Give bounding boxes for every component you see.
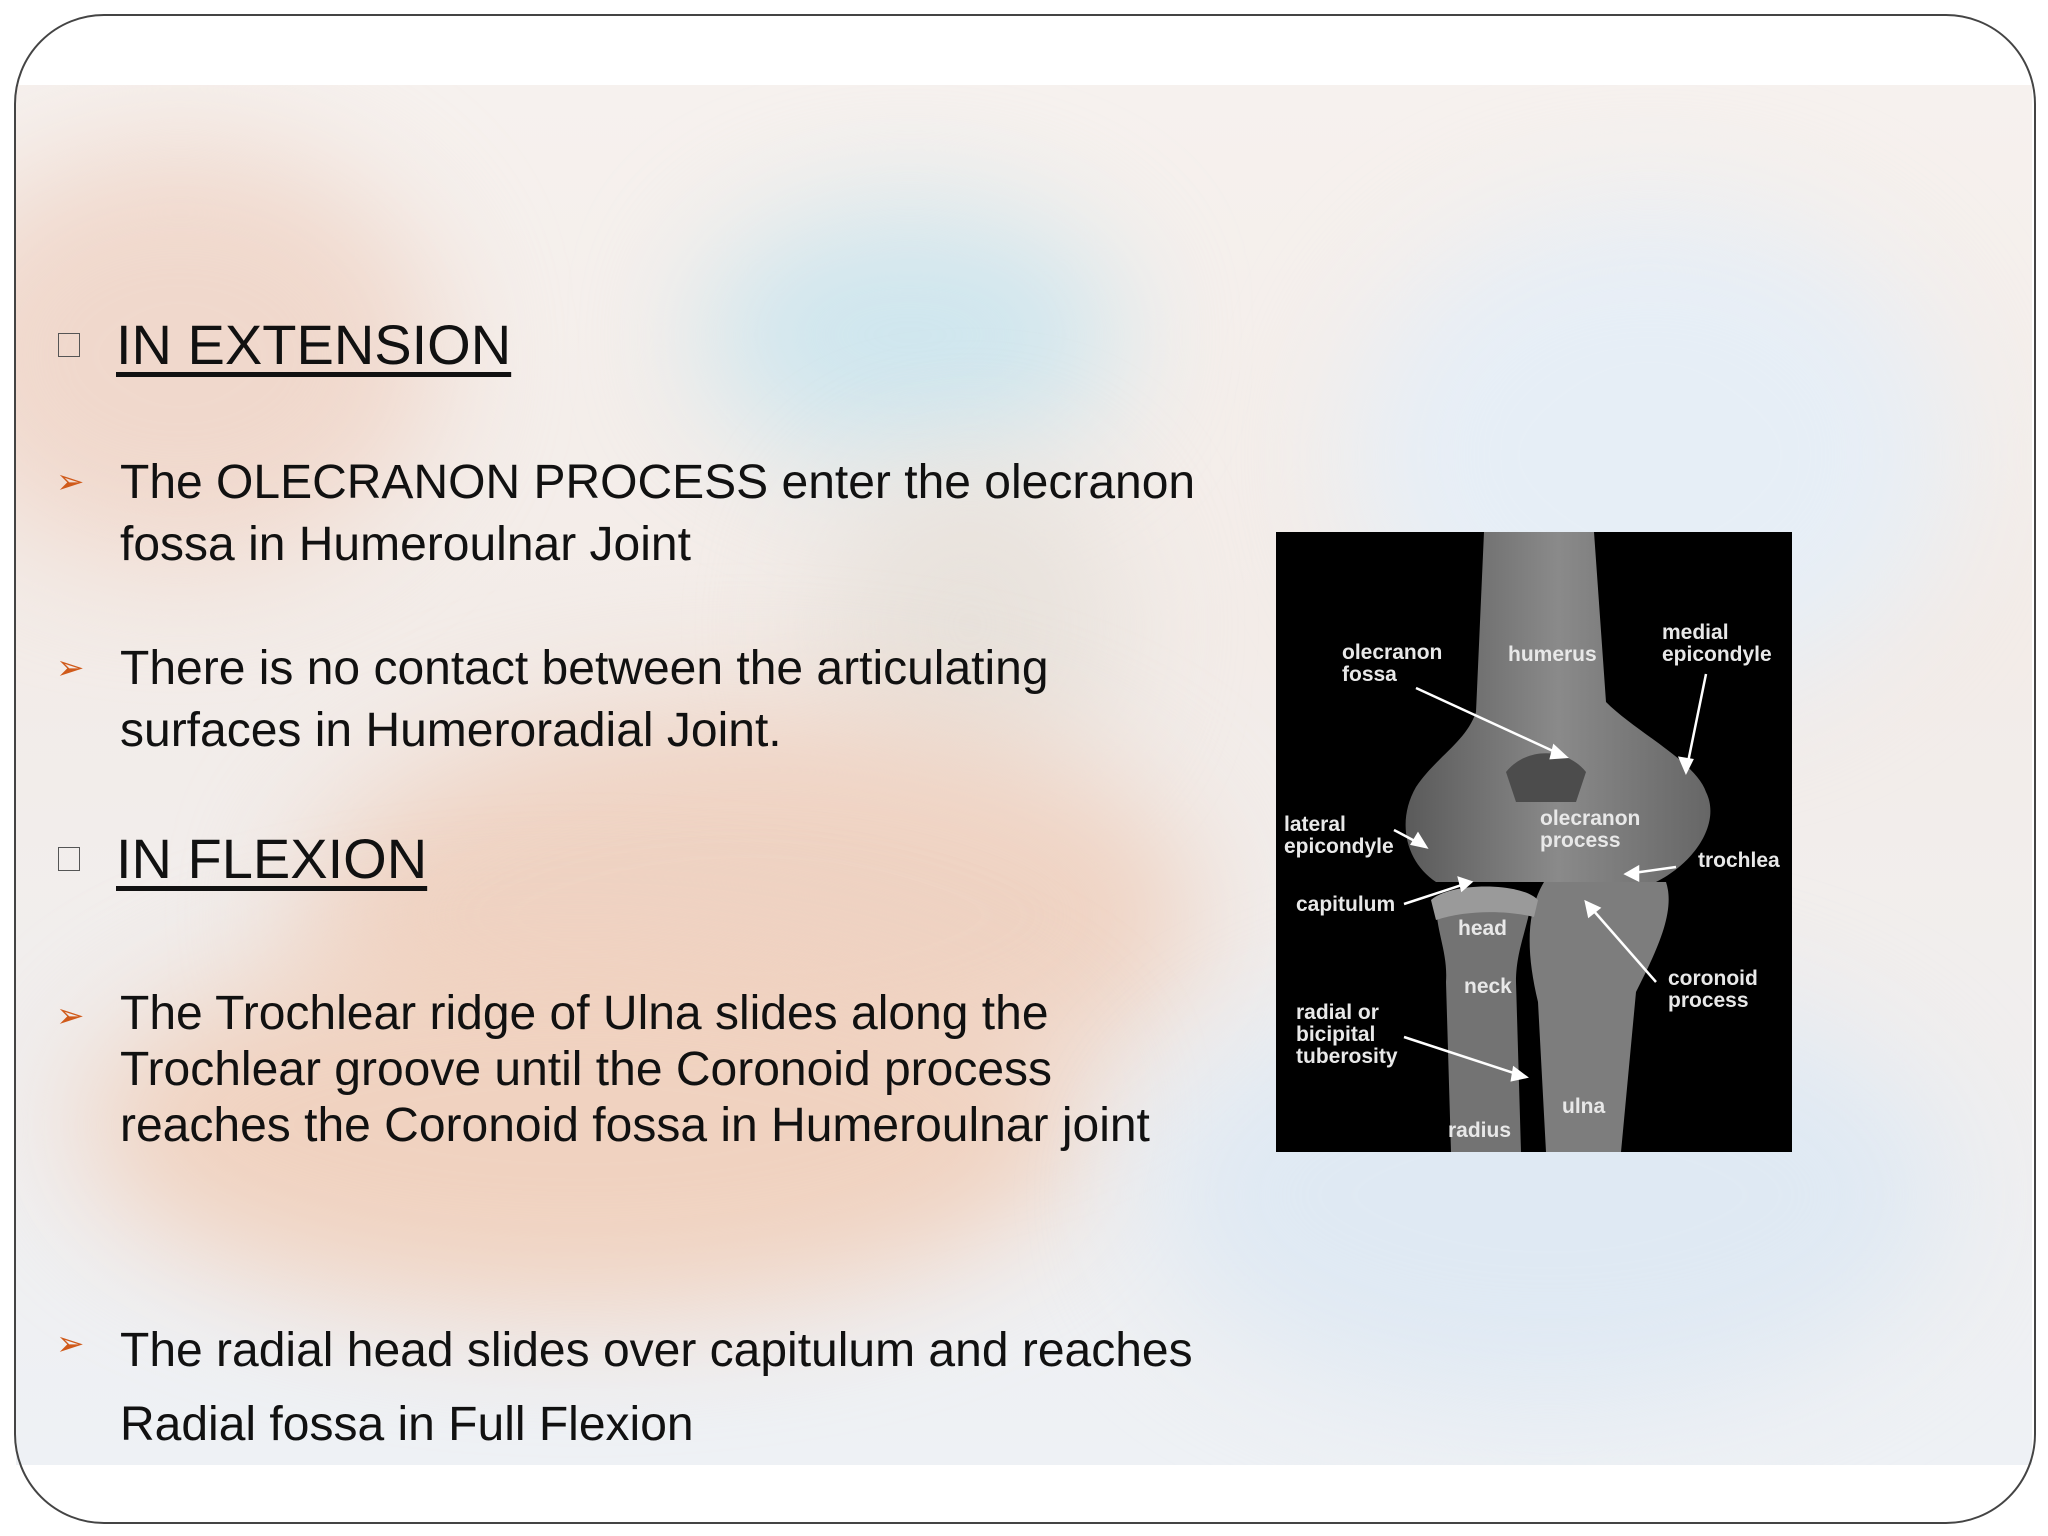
arrow-bullet-icon: ➢ (56, 649, 85, 687)
label-capitulum: capitulum (1296, 893, 1396, 916)
bullet-text: The OLECRANON PROCESS enter the olecranon fossa in Humeroulnar Joint (120, 456, 1196, 571)
arrow-bullet-icon: ➢ (56, 1325, 85, 1363)
heading-flexion-text: IN FLEXION (116, 827, 428, 890)
bullet-text: The radial head slides over capitulum and reaches Radial fossa in Full Flexion (120, 1324, 1193, 1451)
label-radius: radius (1448, 1119, 1512, 1142)
label-olecranon-fossa: olecranon fossa (1342, 641, 1443, 686)
label-trochlea: trochlea (1698, 849, 1780, 872)
bullet-text: The Trochlear ridge of Ulna slides along the Trochlear groove until the Coronoid process reaches the Coronoid fossa in Humeroulnar joint (120, 987, 1150, 1152)
heading-extension (58, 312, 511, 377)
bullet-item (56, 986, 1200, 1154)
arrow-bullet-icon: ➢ (56, 463, 85, 501)
elbow-xray-image (1276, 532, 1792, 1152)
label-ulna: ulna (1562, 1095, 1606, 1118)
checkbox-bullet-icon (58, 847, 80, 871)
bullet-item (56, 638, 1200, 762)
label-coronoid-process: coronoid process (1668, 967, 1758, 1012)
bullet-item (56, 452, 1200, 576)
bullet-item (56, 1314, 1200, 1462)
bullet-text: There is no contact between the articulating surfaces in Humeroradial Joint. (120, 642, 1049, 757)
label-lateral-epicondyle: lateral epicondyle (1284, 813, 1394, 858)
label-humerus: humerus (1508, 643, 1597, 666)
label-radial-tuberosity: radial or bicipital tuberosity (1296, 1001, 1398, 1068)
label-head: head (1458, 917, 1508, 940)
arrow-bullet-icon: ➢ (56, 997, 85, 1035)
heading-flexion (58, 826, 427, 891)
label-medial-epicondyle: medial epicondyle (1662, 621, 1772, 666)
checkbox-bullet-icon (58, 333, 80, 357)
label-olecranon-process: olecranon process (1540, 807, 1641, 852)
heading-extension-text: IN EXTENSION (116, 313, 512, 376)
label-neck: neck (1464, 975, 1512, 998)
